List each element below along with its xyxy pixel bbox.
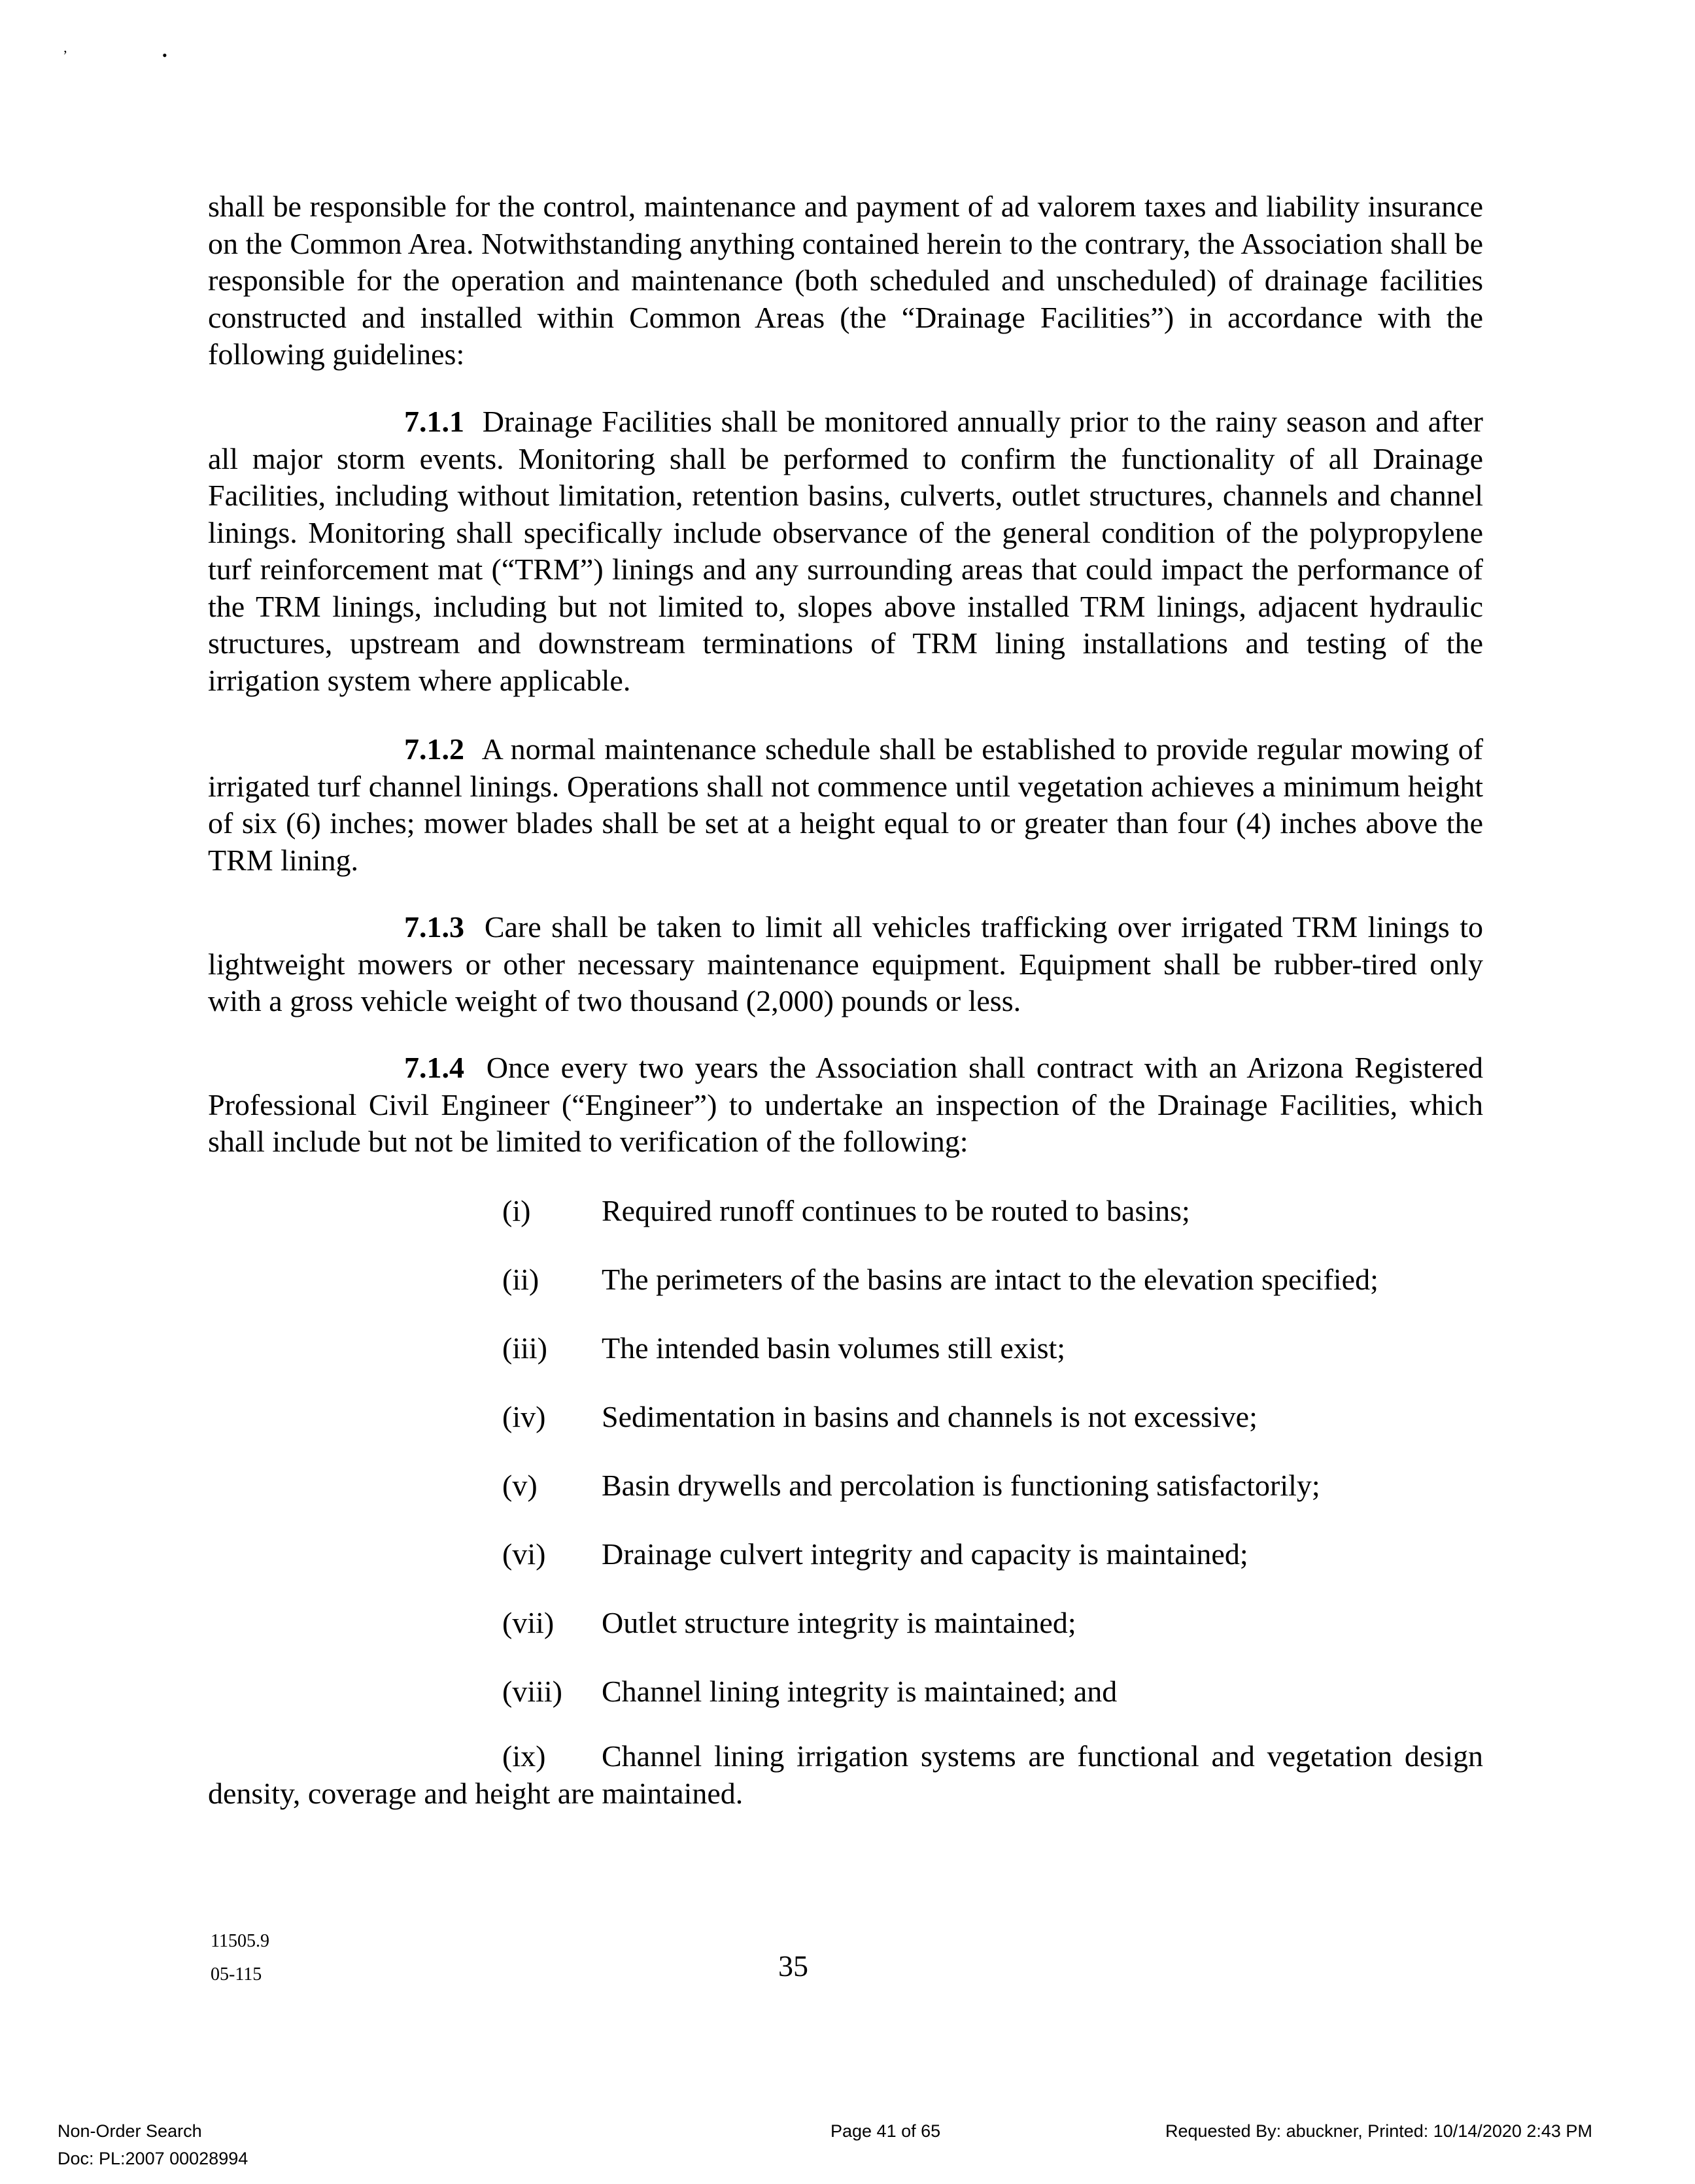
list-text: The perimeters of the basins are intact to the elevation specified; — [602, 1263, 1378, 1296]
section-text: A normal maintenance schedule shall be established to provide regular mowing of irrigated turf channel linings. Operations shall not commence until vegetation achieves a minimum height of six (6) inches; mower blades shall be set at a height equal to or greater than four (4) inches above the TRM lining. — [208, 732, 1484, 877]
list-item-ix — [208, 1738, 1483, 1812]
section-7-1-2 — [208, 731, 1483, 879]
doc-code: 05-115 — [211, 1964, 262, 1985]
list-text: The intended basin volumes still exist; — [602, 1331, 1066, 1365]
section-number: 7.1.3 — [404, 910, 464, 944]
list-text: Channel lining integrity is maintained; and — [602, 1675, 1118, 1708]
doc-code: 11505.9 — [211, 1931, 269, 1951]
search-type: Non-Order Search — [58, 2121, 202, 2141]
list-text: Drainage culvert integrity and capacity is maintained; — [602, 1537, 1248, 1571]
scan-mark: • — [162, 47, 167, 63]
section-7-1-4 — [208, 1049, 1483, 1161]
list-label: (vi) — [502, 1537, 546, 1571]
list-label: (ii) — [502, 1263, 539, 1296]
list-label: (ix) — [502, 1739, 546, 1773]
intro-paragraph: shall be responsible for the control, maintenance and payment of ad valorem taxes and liability insurance on the Common Area. Notwithstanding anything contained herein to the contrary, the Association shall be responsible for the operation and maintenance (both scheduled and unscheduled) of drainage facilities constructed and installed within Common Areas (the “Drainage Facilities”) in accordance with the following guidelines: — [208, 190, 1483, 371]
section-number: 7.1.1 — [404, 405, 464, 438]
list-text: Sedimentation in basins and channels is not excessive; — [602, 1400, 1258, 1433]
list-text: Outlet structure integrity is maintained; — [602, 1606, 1076, 1639]
section-7-1-3 — [208, 909, 1483, 1020]
page-number: 35 — [778, 1949, 808, 1983]
list-label: (iii) — [502, 1331, 547, 1365]
list-label: (v) — [502, 1469, 538, 1502]
section-text: Drainage Facilities shall be monitored annually prior to the rainy season and after all major storm events. Monitoring shall be performed to confirm the functionality of all Drainage Facilities, including without limitation, retention basins, culverts, outlet structures, channels and channel linings. Monitoring shall specifically include observance of the general condition of the polypropylene turf reinforcement mat (“TRM”) linings and any surrounding areas that could impact the performance of the TRM linings, including but not limited to, slopes above installed TRM linings, adjacent hydraulic structures, upstream and downstream terminations of TRM lining installations and testing of the irrigation system where applicable. — [208, 405, 1483, 697]
requested-by: Requested By: abuckner, Printed: 10/14/2020 2:43 PM — [1165, 2121, 1592, 2141]
list-text: Basin drywells and percolation is functioning satisfactorily; — [602, 1469, 1320, 1502]
page-of: Page 41 of 65 — [830, 2121, 941, 2141]
section-text: Once every two years the Association shall contract with an Arizona Registered Professional Civil Engineer (“Engineer”) to undertake an inspection of the Drainage Facilities, which shall include but not be limited to verification of the following: — [208, 1051, 1483, 1158]
list-text: Required runoff continues to be routed to basins; — [602, 1194, 1190, 1227]
doc-id: Doc: PL:2007 00028994 — [58, 2149, 248, 2168]
section-7-1-1 — [208, 403, 1483, 699]
section-number: 7.1.2 — [404, 732, 464, 766]
list-label: (viii) — [502, 1675, 562, 1708]
list-label: (iv) — [502, 1400, 546, 1433]
scan-mark: ’ — [63, 47, 68, 63]
section-text: Care shall be taken to limit all vehicles trafficking over irrigated TRM linings to lightweight mowers or other necessary maintenance equipment. Equipment shall be rubber-tired only with a gross vehicle weight of two thousand (2,000) pounds or less. — [208, 910, 1483, 1017]
section-number: 7.1.4 — [404, 1051, 464, 1084]
list-text: Channel lining irrigation systems are functional and vegetation design density, coverage and height are maintained. — [208, 1739, 1483, 1810]
list-label: (i) — [502, 1194, 531, 1227]
list-label: (vii) — [502, 1606, 555, 1639]
